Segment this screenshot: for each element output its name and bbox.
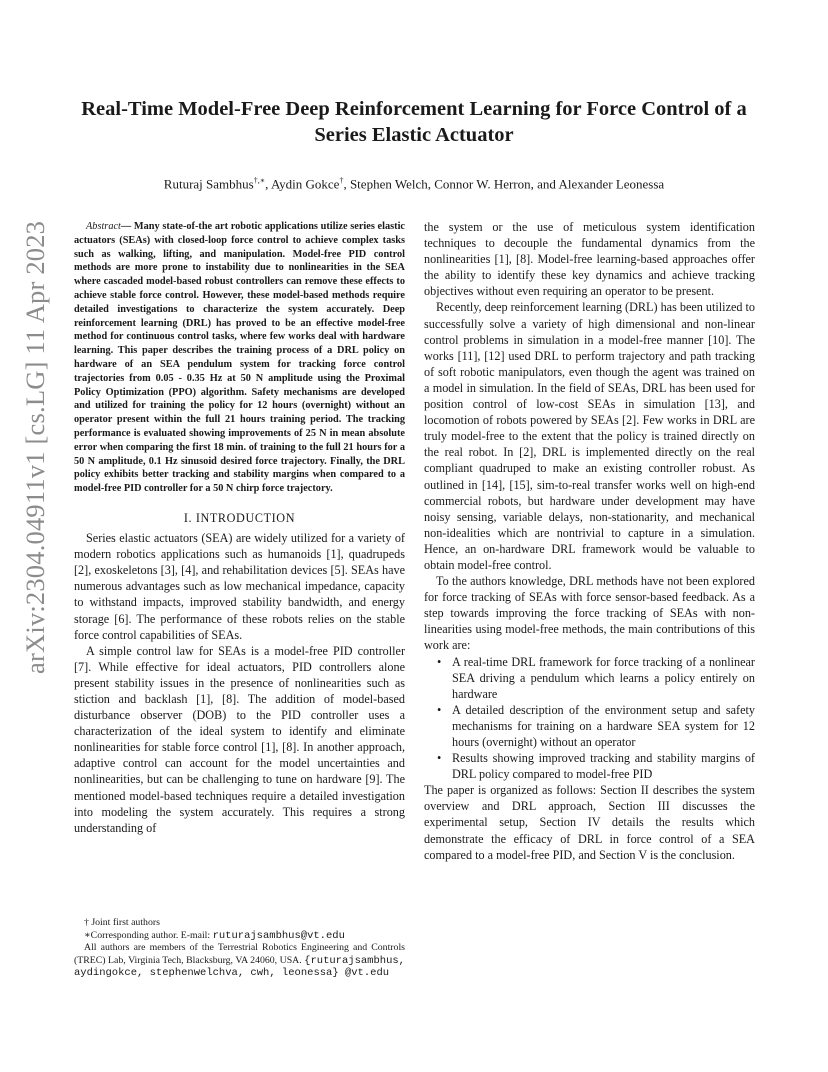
author-emails: {ruturajsambhus, aydingokce, stephenwelchva, cwh, leonessa} @vt.edu (74, 954, 405, 980)
body-paragraph: the system or the use of meticulous system identification techniques to decouple the fundamental dynamics from the nonlinearities [1], [8]. Model-free learning-based approaches offer the ability to identify these key dynamics and achieve tracking objectives without even requiring an operator to be present. (424, 220, 755, 299)
section-heading-introduction: I. INTRODUCTION (183, 510, 296, 525)
bullet-icon: • (437, 751, 442, 766)
footnote-joint-authors: † Joint first authors (84, 917, 160, 928)
abstract (74, 220, 405, 496)
body-paragraph: Series elastic actuators (SEA) are widely utilized for a variety of modern robotics applications such as humanoids [1], quadrupeds [2], exoskeletons [3], [4], and rehabilitation devices [5]. SEAs have numerous advantages such as low mechanical impedance, capacity to withstand impacts, improved stability bandwidth, and energy storage [6]. The performance of these robots relies on the stable force control capabilities of SEAs. (74, 531, 405, 642)
abstract-label: Abstract (86, 221, 121, 232)
bullet-icon: • (437, 702, 442, 717)
list-item-text: A detailed description of the environment setup and safety mechanisms for training on a hardware SEA system for 12 hours (overnight) without an operator (452, 702, 755, 749)
paper-title: Real-Time Model-Free Deep Reinforcement Learning for Force Control of a Series Elastic Actuator (81, 98, 747, 146)
footnote-corresponding (74, 930, 405, 943)
body-paragraph: A simple control law for SEAs is a model-free PID controller [7]. While effective for ideal actuators, PID controllers alone present stability issues in the presence of nonlinearities such as stiction and backlash [1], [8]. The addition of model-based disturbance observer (DOB) to the PID controller uses a characterization of the ideal system to identify and eliminate nonlinearities for stable force control [1], [8]. In another approach, adaptive control can account for the model uncertainties and nonlinearities, but can be challenging to tune on hardware [9]. The mentioned model-based techniques require a detailed investigation into modeling the system accurately. This requires a strong understanding of (74, 643, 405, 835)
left-column (74, 220, 405, 836)
list-item (437, 654, 755, 702)
body-paragraph: Recently, deep reinforcement learning (DRL) has been utilized to successfully solve a variety of high dimensional and non-linear control problems in simulation in a model-free manner [10]. The works [11], [12] used DRL to perform trajectory and path tracking of soft robotic manipulators, even though the agent was trained on a model in simulation. In the field of SEAs, DRL has been used for position control of low-cost SEAs in simulation [13], and locomotion of robots powered by SEAs [2]. Few works in DRL are truly model-free to the extent that the policy is trained directly on the real robot. In [2], DRL is implemented directly on the real compliant quadruped to make an existing controller robust. As outlined in [14], [15], sim-to-real transfer works well on high-end commercial robots, but hardware under development may have noisy sensing, variable delays, non-stationarity, and mechanical non-idealities which are nontrivial to capture in a simulation. Hence, an on-hardware DRL framework would be valuable to obtain model-free control. (424, 300, 756, 572)
affiliation-text: All authors are members of the Terrestrial Robotics Engineering and Controls (TREC) Lab, Virginia Tech, Blacksburg, VA 24060, USA. (74, 942, 405, 966)
author-name: Aydin Gokce (270, 176, 340, 192)
body-paragraph: To the authors knowledge, DRL methods have not been explored for force tracking of SEAs with force sensor-based feedback. As a step towards improving the force tracking of SEAs with non-linearities using model-free methods, the main contributions of this work are: (424, 574, 755, 653)
body-paragraph: The paper is organized as follows: Section II describes the system overview and DRL approach, Section III discusses the experimental setup, Section IV details the results which demonstrate the efficacy of DRL in force control of a SEA compared to a model-free PID, and Section V is the conclusion. (424, 783, 755, 862)
list-item (437, 702, 755, 750)
author-affiliation-mark: † (339, 176, 344, 185)
author-affiliation-mark: †,∗ (253, 176, 266, 185)
footnote-corresponding-label: ∗Corresponding author. E-mail: (84, 929, 213, 941)
right-column (424, 219, 755, 863)
bullet-icon: • (437, 654, 442, 669)
arxiv-identifier: arXiv:2304.04911v1 [cs.LG] 11 Apr 2023 (20, 220, 50, 674)
corresponding-email: ruturajsambhus@vt.edu (212, 929, 345, 942)
contribution-list (424, 654, 755, 783)
list-item (437, 750, 755, 782)
list-item-text: A real-time DRL framework for force tracking of a nonlinear SEA driving a pendulum which learns a policy entirely on hardware (452, 654, 755, 701)
author-name: Ruturaj Sambhus (163, 176, 254, 192)
footnote-affiliation (74, 942, 405, 980)
footnotes (74, 917, 405, 980)
author-names-rest: Stephen Welch, Connor W. Herron, and Alexander Leonessa (349, 176, 665, 192)
author-list: Ruturaj Sambhus†,∗, Aydin Gokce†, Stephen Welch, Connor W. Herron, and Alexander Leonessa (163, 176, 665, 192)
abstract-text: — Many state-of-the art robotic applications utilize series elastic actuators (SEAs) with closed-loop force control to achieve complex tasks such as walking, lifting, and manipulation. Model-free PID control methods are more prone to instability due to nonlinearities in the SEA where cascaded model-based robust controllers can remove these effects to achieve stable force control. However, these model-based methods require detailed investigations to characterize the system accurately. Deep reinforcement learning (DRL) has proved to be an effective model-free method for continuous control tasks, where few works deal with hardware learning. This paper describes the training process of a DRL policy on hardware of an SEA pendulum system for tracking force control trajectories from 0.05 - 0.35 Hz at 50 N amplitude using the Proximal Policy Optimization (PPO) algorithm. Safety mechanisms are developed and utilized for training the policy for 12 hours (overnight) without an operator present within the full 21 hours training period. The tracking performance is evaluated showing improvements of 25 N in mean absolute error when comparing the first 18 min. of training to the full 21 hours for a 50 N amplitude, 0.1 Hz sinusoid desired force trajectory. Finally, the DRL policy exhibits better tracking and stability margins when compared to a model-free PID controller for a 50 N chirp force trajectory. (74, 221, 405, 495)
list-item-text: Results showing improved tracking and stability margins of DRL policy compared to model-free PID (452, 751, 755, 782)
